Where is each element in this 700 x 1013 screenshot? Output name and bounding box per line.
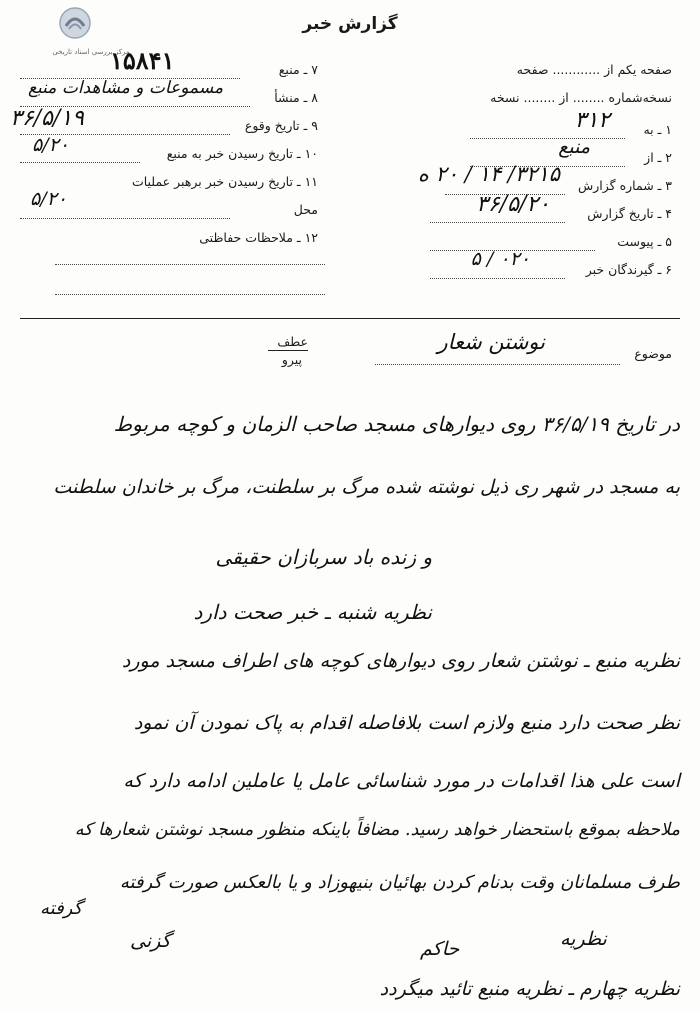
event-date-label: ۹ ـ تاریخ وقوع — [244, 118, 318, 133]
field-from-value: منبع — [558, 136, 590, 158]
margin-note-2: نظریه — [560, 928, 607, 950]
subject-value: نوشتن شعار — [437, 330, 545, 354]
recipients-label: ۶ ـ گیرندگان خبر — [585, 262, 672, 277]
body-line-7: است علی هذا اقدامات در مورد شناسائی عامل یا عاملین ادامه دارد که — [123, 770, 680, 792]
body-line-4: نظریه شنبه ـ خبر صحت دارد — [193, 600, 432, 624]
source-label: ۷ ـ منبع — [278, 62, 318, 77]
copy-number-label: نسخه‌شماره ........ از ........ نسخه — [490, 90, 672, 105]
received-by-source-line — [20, 162, 140, 163]
field-to-label: ۱ ـ به — [643, 122, 672, 137]
header-separator — [20, 318, 680, 319]
event-date-value: ۳۶/۵/۱۹ — [10, 106, 84, 131]
origin-label: ۸ ـ منشأ — [274, 90, 318, 105]
location-label: محل — [293, 202, 318, 217]
source-value: ۱۵۸۴۱ — [110, 46, 175, 75]
report-date-value: ۳۶/۵/۲۰ — [476, 192, 550, 217]
location-value: ۵/۲۰ — [30, 188, 68, 210]
origin-value: مسموعات و مشاهدات منبع — [28, 78, 224, 98]
report-date-label: ۴ ـ تاریخ گزارش — [587, 206, 672, 221]
received-by-source-value: ۵/۲۰ — [32, 134, 70, 156]
margin-note-1: گرفته — [40, 898, 83, 919]
report-number-label: ۳ ـ شماره گزارش — [577, 178, 672, 193]
atf-divider — [268, 350, 308, 351]
peyro-label: پیرو — [281, 352, 302, 367]
body-line-5: نظریه منبع ـ نوشتن شعار روی دیوارهای کوچه های اطراف مسجد مورد — [121, 650, 680, 672]
field-to-line — [470, 138, 625, 139]
body-line-8: ملاحظه بموقع باستحضار خواهد رسید. مضافاً باینکه منظور مسجد نوشتن شعارها که — [74, 820, 680, 840]
archive-logo-caption: مرکز بررسی اسناد تاریخی — [52, 48, 130, 56]
subject-label: موضوع — [634, 346, 672, 361]
page-count-label: صفحه یکم از ............ صفحه — [516, 62, 672, 77]
report-number-value: ۳۲۱۵/ ۱۴ / ۲۰ ه — [417, 162, 560, 186]
atf-label: عطف — [277, 334, 308, 349]
body-line-6: نظر صحت دارد منبع ولازم است بلافاصله اقدام به پاک نمودن آن نمود — [133, 712, 680, 734]
security-notes-line-2 — [55, 294, 325, 295]
report-date-line — [430, 222, 565, 223]
recipients-value: ۰۲۰ / ۵ — [470, 248, 530, 270]
body-line-1: در تاریخ ۳۶/۵/۱۹ روی دیوارهای مسجد صاحب الزمان و کوچه مربوط — [113, 412, 680, 436]
field-to-value: ۳۱۲ — [574, 108, 610, 133]
margin-note-4: گزنی — [130, 930, 171, 952]
received-by-source-label: ۱۰ ـ تاریخ رسیدن خبر به منبع — [166, 146, 318, 161]
body-line-3: و زنده باد سربازان حقیقی — [215, 545, 432, 569]
body-line-2: به مسجد در شهر ری ذیل نوشته شده مرگ بر سلطنت، مرگ بر خاندان سلطنت — [53, 476, 680, 498]
form-title: گزارش خبر — [302, 14, 398, 34]
received-by-leader-label: ۱۱ ـ تاریخ رسیدن خبر برهبر عملیات — [131, 174, 318, 189]
field-from-label: ۲ ـ از — [644, 150, 672, 165]
security-notes-line-1 — [55, 264, 325, 265]
attachment-label: ۵ ـ پیوست — [617, 234, 672, 249]
margin-note-3: حاکم — [420, 938, 460, 960]
body-line-10: نظریه چهارم ـ نظریه منبع تائید میگردد — [379, 978, 680, 1000]
security-notes-label: ۱۲ ـ ملاحظات حفاظتی — [199, 230, 318, 245]
body-line-9: طرف مسلمانان وقت بدنام کردن بهائیان بنیهوزاد و یا بالعکس صورت گرفته — [119, 872, 680, 893]
location-line — [20, 218, 230, 219]
recipients-line — [430, 278, 565, 279]
subject-line — [375, 364, 620, 365]
